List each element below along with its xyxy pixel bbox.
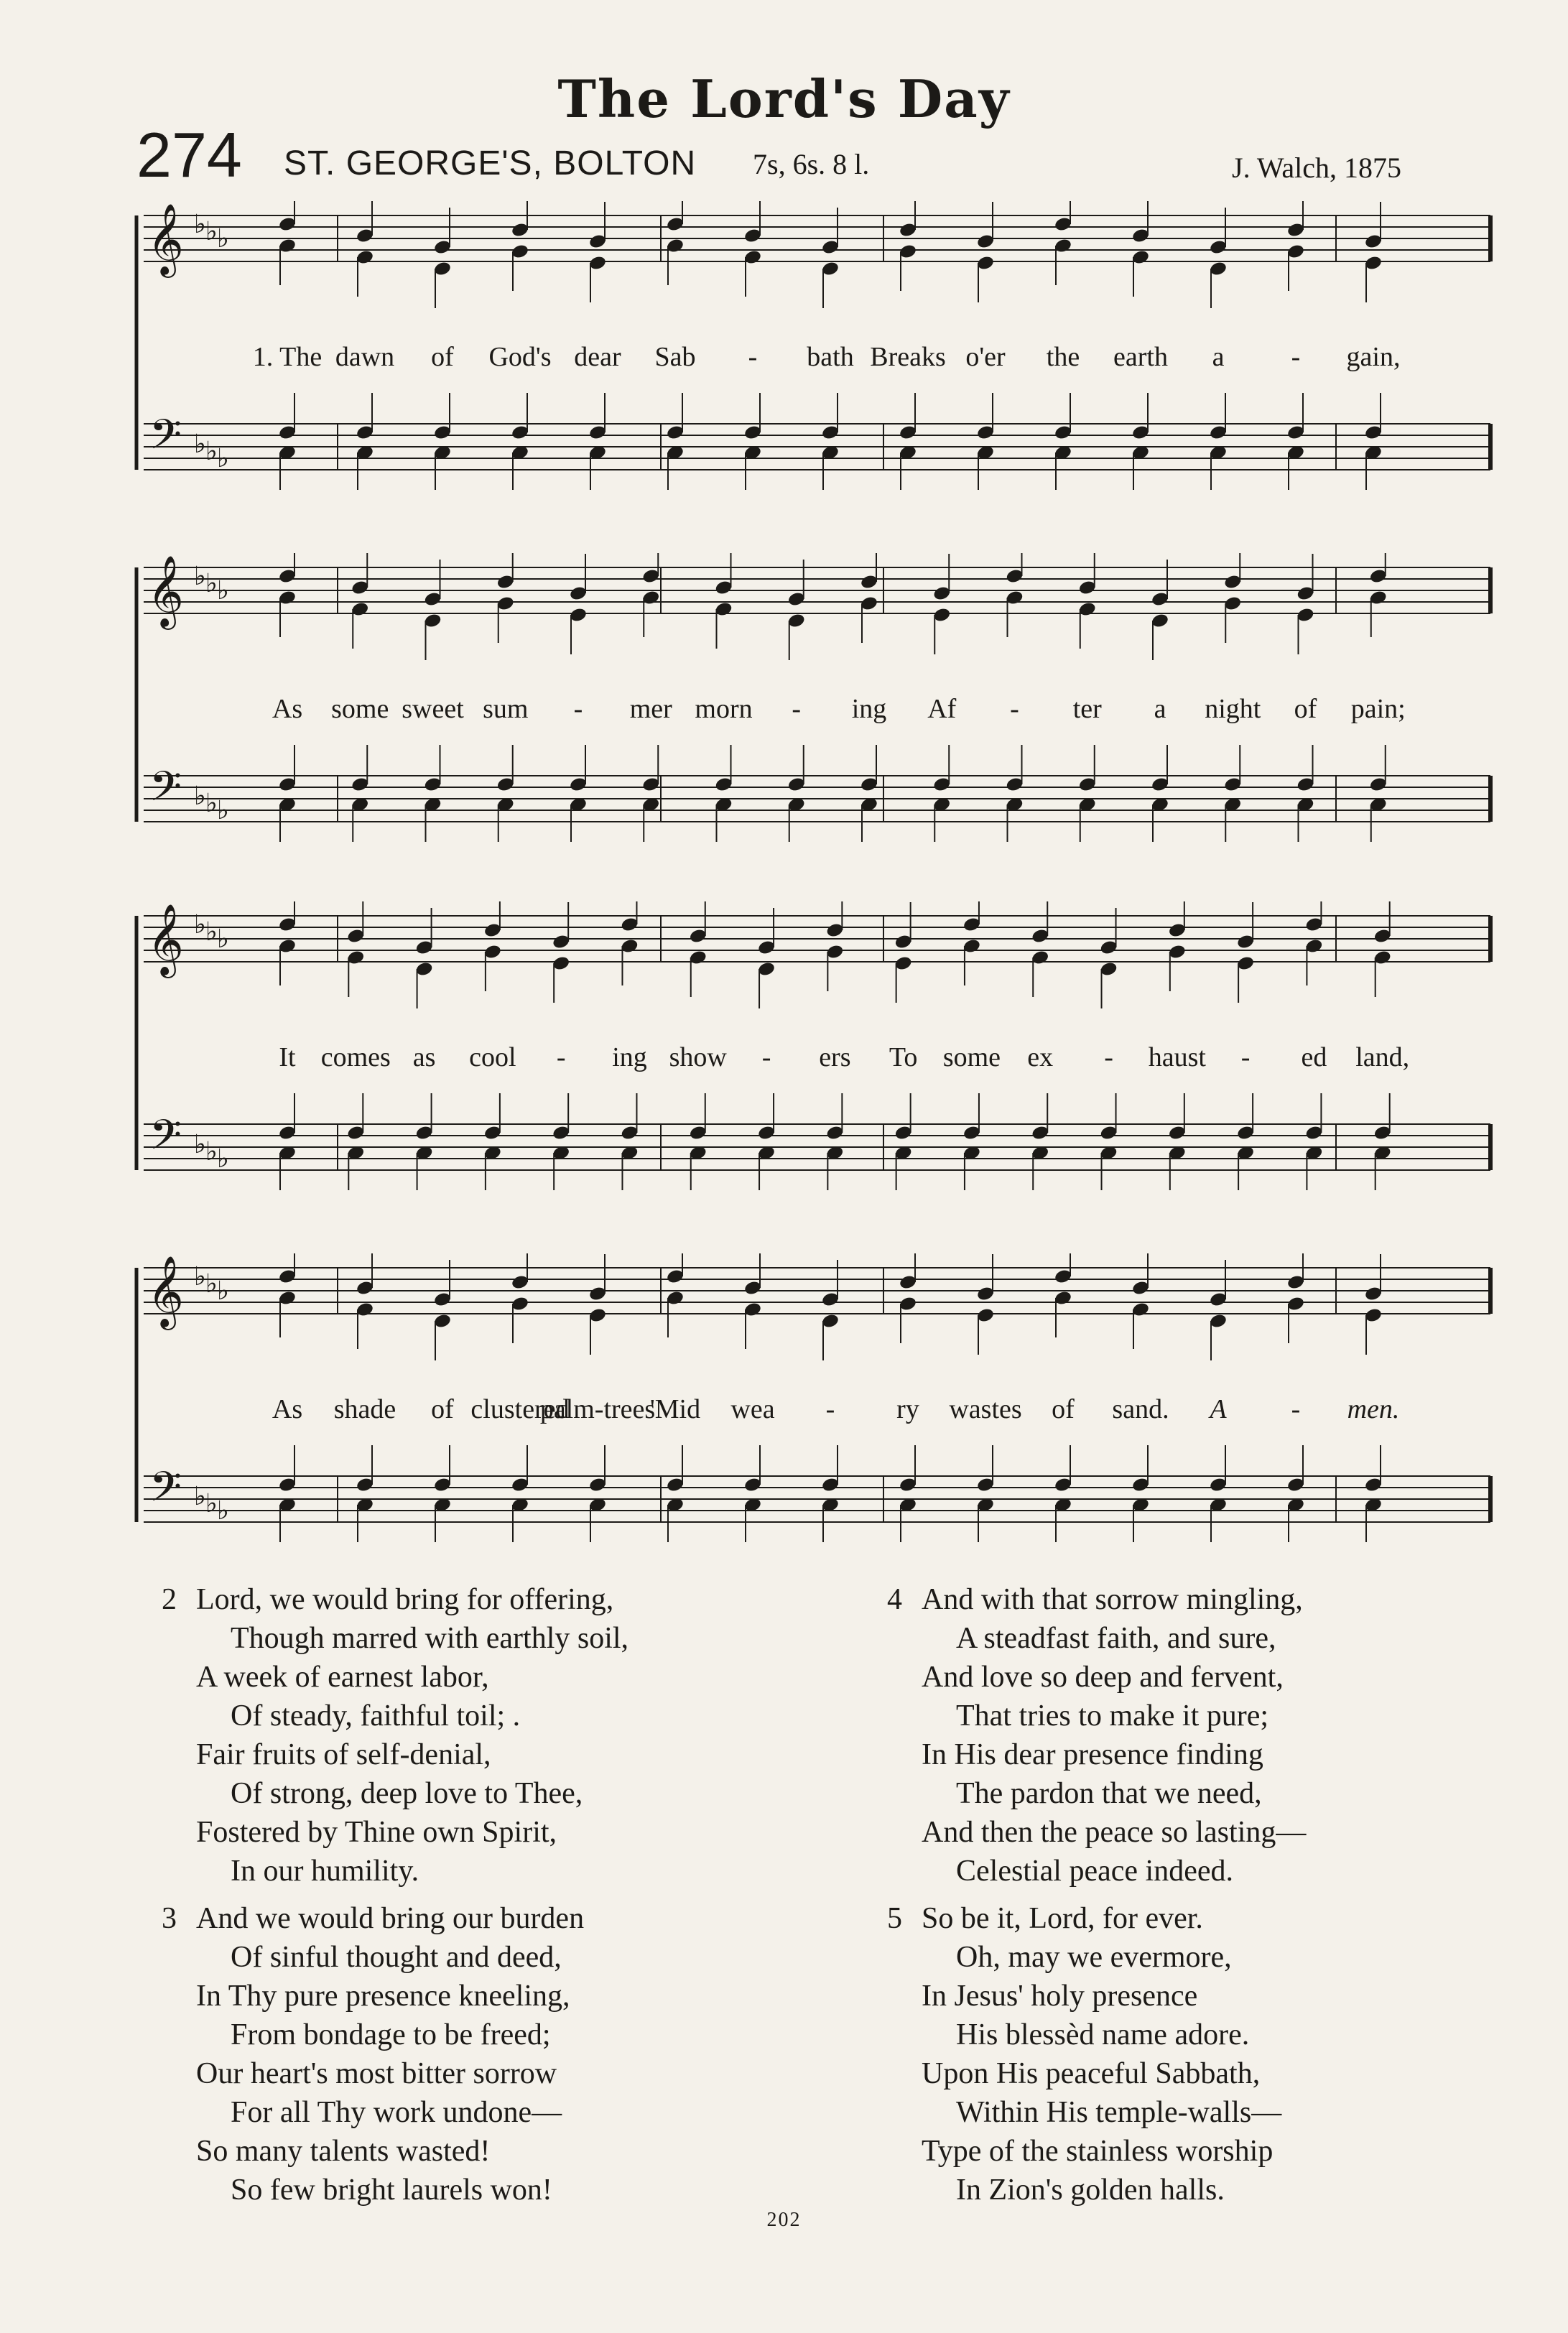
verse-line: [887, 2016, 1534, 2054]
svg-text:𝄢: 𝄢: [149, 762, 182, 821]
verse-line: [162, 2054, 808, 2093]
verse-line: [887, 1697, 1534, 1735]
verse-line: [887, 1852, 1534, 1891]
lyric-syllable: comes: [320, 1042, 391, 1072]
lyric-syllable: To: [889, 1042, 918, 1072]
svg-text:♭: ♭: [217, 444, 229, 473]
svg-text:♭: ♭: [194, 562, 206, 591]
lyric-syllable: ry: [896, 1394, 919, 1424]
lyric-syllable: -: [748, 342, 758, 372]
verse-text: Fostered by Thine own Spirit,: [196, 1816, 557, 1849]
lyric-syllable: of: [1052, 1394, 1075, 1424]
svg-text:♭: ♭: [194, 1482, 206, 1511]
verse-number: 3: [162, 1902, 177, 1935]
verse-line: [162, 1774, 808, 1813]
lyric-syllable: As: [272, 694, 303, 724]
svg-text:♭: ♭: [205, 917, 218, 947]
verse-line: [162, 1899, 808, 1938]
svg-text:♭: ♭: [217, 224, 229, 254]
lyric-syllable: ing: [851, 694, 887, 724]
svg-text:♭: ♭: [205, 1137, 218, 1166]
svg-text:♭: ♭: [205, 789, 218, 818]
verse-line: [887, 1774, 1534, 1813]
lyric-syllable: ed: [1301, 1042, 1327, 1072]
verse-text: Celestial peace indeed.: [956, 1855, 1233, 1888]
svg-text:♭: ♭: [217, 1496, 229, 1526]
lyric-syllable: some: [942, 1042, 1001, 1072]
lyric-syllable: bath: [807, 342, 854, 372]
meter: 7s, 6s. 8 l.: [753, 148, 870, 180]
lyric-syllable: of: [431, 1394, 454, 1424]
lyric-syllable: Sab: [654, 342, 696, 372]
verse-3: [162, 1899, 808, 2209]
verse-text: In Jesus' holy presence: [922, 1980, 1198, 2013]
svg-text:♭: ♭: [217, 1276, 229, 1306]
lyric-syllable: the: [1046, 342, 1080, 372]
lyric-syllable: as: [412, 1042, 436, 1072]
svg-text:♭: ♭: [194, 210, 206, 239]
lyric-syllable: -: [1240, 1042, 1251, 1072]
verse-text: Upon His peaceful Sabbath,: [922, 2057, 1261, 2090]
lyric-syllable: -: [573, 694, 583, 724]
svg-text:𝄞: 𝄞: [147, 904, 184, 975]
verse-text: Fair fruits of self-denial,: [196, 1738, 491, 1771]
lyric-syllable: ing: [612, 1042, 647, 1072]
lyric-line-4: [129, 1393, 1501, 1429]
lyric-syllable: palm-trees: [539, 1394, 656, 1424]
verse-text: Of strong, deep love to Thee,: [231, 1777, 583, 1810]
verse-line: [162, 1852, 808, 1891]
page-number: 202: [766, 2209, 802, 2231]
verse-line: [162, 2093, 808, 2132]
lyric-syllable: God's: [488, 342, 552, 372]
svg-text:♭: ♭: [205, 217, 218, 246]
svg-text:♭: ♭: [194, 910, 206, 940]
section-title: The Lord's Day: [557, 68, 1011, 129]
svg-text:𝄞: 𝄞: [147, 1256, 184, 1327]
svg-text:♭: ♭: [205, 1269, 218, 1299]
hymn-number: 274: [136, 119, 242, 190]
verse-text: So few bright laurels won!: [231, 2174, 552, 2207]
svg-text:♭: ♭: [194, 1130, 206, 1159]
lyric-syllable: gain,: [1346, 342, 1401, 372]
verse-4: [887, 1580, 1534, 1891]
verse-line: [887, 2093, 1534, 2132]
lyric-syllable: ter: [1072, 694, 1102, 724]
verse-text: In Zion's golden halls.: [956, 2174, 1225, 2207]
lyric-syllable: a: [1154, 694, 1166, 724]
lyric-syllable: ers: [819, 1042, 851, 1072]
verse-text: And we would bring our burden: [196, 1902, 585, 1935]
lyric-syllable: pain;: [1350, 694, 1406, 724]
lyric-syllable: of: [431, 342, 454, 372]
svg-text:♭: ♭: [205, 1489, 218, 1518]
verse-line: [162, 1735, 808, 1774]
verse-line: [887, 1813, 1534, 1852]
svg-text:♭: ♭: [217, 924, 229, 954]
lyric-syllable: a: [1212, 342, 1225, 372]
verse-line: [887, 2054, 1534, 2093]
lyric-syllable: dear: [574, 342, 621, 372]
verse-line: [887, 1658, 1534, 1697]
svg-text:♭: ♭: [205, 569, 218, 598]
lyric-syllable: -: [792, 694, 802, 724]
lyric-syllable: cool: [469, 1042, 516, 1072]
lyric-syllable: -: [556, 1042, 566, 1072]
music-system-3: [129, 901, 1501, 1210]
lyric-syllable: 'Mid: [649, 1394, 701, 1424]
verse-line: [887, 1899, 1534, 1938]
verse-line: [887, 1580, 1534, 1619]
lyric-syllable: dawn: [335, 342, 395, 372]
verse-text: Type of the stainless worship: [922, 2135, 1274, 2168]
lyric-syllable: o'er: [965, 342, 1006, 372]
verse-2: [162, 1580, 808, 1891]
lyric-syllable: night: [1205, 694, 1261, 724]
svg-text:♭: ♭: [205, 437, 218, 466]
lyric-syllable: some: [331, 694, 389, 724]
svg-text:𝄢: 𝄢: [149, 410, 182, 469]
music-system-4: [129, 1253, 1501, 1562]
svg-text:𝄞: 𝄞: [147, 555, 184, 627]
verse-line: [887, 1735, 1534, 1774]
lyric-syllable: ex: [1027, 1042, 1054, 1072]
lyric-syllable: sand.: [1112, 1394, 1169, 1424]
verse-text: Of sinful thought and deed,: [231, 1941, 562, 1974]
verse-text: And with that sorrow mingling,: [922, 1583, 1303, 1616]
verse-line: [887, 1938, 1534, 1977]
verse-text: Though marred with earthly soil,: [231, 1622, 629, 1655]
verses-left-column: [162, 1580, 808, 2218]
verse-text: A week of earnest labor,: [196, 1661, 489, 1694]
lyric-syllable: Af: [927, 694, 957, 724]
verse-number: 4: [887, 1583, 902, 1616]
verse-text: And then the peace so lasting—: [922, 1816, 1307, 1849]
lyric-syllable: sum: [483, 694, 529, 724]
lyric-syllable: A: [1210, 1394, 1227, 1424]
lyric-syllable: sweet: [402, 694, 464, 724]
verse-text: So be it, Lord, for ever.: [922, 1902, 1203, 1935]
verse-text: And love so deep and fervent,: [922, 1661, 1284, 1694]
verse-text: The pardon that we need,: [956, 1777, 1262, 1810]
svg-text:𝄢: 𝄢: [149, 1462, 182, 1521]
lyric-line-1: [129, 341, 1501, 377]
verse-text: From bondage to be freed;: [231, 2018, 551, 2051]
verse-text: That tries to make it pure;: [956, 1699, 1269, 1733]
lyric-syllable: -: [1291, 1394, 1301, 1424]
lyric-syllable: -: [1010, 694, 1019, 724]
lyric-syllable: -: [1104, 1042, 1113, 1072]
verse-text: Within His temple-walls—: [956, 2096, 1282, 2129]
lyric-syllable: It: [279, 1042, 296, 1072]
verse-line: [162, 1619, 808, 1658]
svg-text:♭: ♭: [194, 781, 206, 811]
lyric-syllable: mer: [629, 694, 672, 724]
verse-text: In Thy pure presence kneeling,: [196, 1980, 570, 2013]
lyric-syllable: men.: [1347, 1394, 1400, 1424]
lyric-line-3: [129, 1042, 1501, 1077]
verse-text: In our humility.: [231, 1855, 419, 1888]
svg-text:♭: ♭: [217, 796, 229, 825]
tune-name: ST. GEORGE'S, BOLTON: [284, 144, 697, 182]
svg-text:♭: ♭: [194, 1262, 206, 1291]
lyric-line-2: [129, 693, 1501, 729]
svg-text:♭: ♭: [194, 430, 206, 459]
lyric-syllable: show: [669, 1042, 727, 1072]
lyric-syllable: Breaks: [870, 342, 946, 372]
verse-text: Our heart's most bitter sorrow: [196, 2057, 557, 2090]
lyric-syllable: As: [272, 1394, 303, 1424]
verse-text: So many talents wasted!: [196, 2135, 491, 2168]
lyric-syllable: clustered: [470, 1394, 570, 1424]
verse-line: [162, 2171, 808, 2209]
verse-line: [162, 2132, 808, 2171]
verses-right-column: [887, 1580, 1534, 2218]
lyric-syllable: -: [825, 1394, 835, 1424]
svg-text:♭: ♭: [217, 1144, 229, 1174]
verse-text: Lord, we would bring for offering,: [196, 1583, 614, 1616]
verse-text: For all Thy work undone—: [231, 2096, 562, 2129]
verse-line: [162, 2016, 808, 2054]
verse-line: [887, 2132, 1534, 2171]
lyric-syllable: -: [761, 1042, 771, 1072]
verse-line: [887, 1619, 1534, 1658]
verse-text: His blessèd name adore.: [956, 2018, 1250, 2051]
lyric-syllable: earth: [1113, 342, 1168, 372]
music-system-2: [129, 553, 1501, 862]
verse-number: 2: [162, 1583, 177, 1616]
verse-text: A steadfast faith, and sure,: [956, 1622, 1276, 1655]
verse-line: [162, 1580, 808, 1619]
lyric-syllable: of: [1294, 694, 1317, 724]
lyric-syllable: wastes: [949, 1394, 1022, 1424]
lyric-syllable: land,: [1355, 1042, 1410, 1072]
verse-line: [887, 1977, 1534, 2016]
verse-5: [887, 1899, 1534, 2209]
svg-text:𝄞: 𝄞: [147, 203, 184, 275]
verse-line: [162, 1813, 808, 1852]
verse-line: [162, 1977, 808, 2016]
music-system-1: [129, 201, 1501, 510]
verse-text: In His dear presence finding: [922, 1738, 1263, 1771]
verse-line: [162, 1697, 808, 1735]
verse-text: Oh, may we evermore,: [956, 1941, 1232, 1974]
lyric-syllable: -: [1291, 342, 1301, 372]
verse-line: [887, 2171, 1534, 2209]
svg-text:𝄢: 𝄢: [149, 1110, 182, 1169]
verse-number: 5: [887, 1902, 902, 1935]
lyric-syllable: 1. The: [252, 342, 323, 372]
lyric-syllable: shade: [333, 1394, 396, 1424]
verse-line: [162, 1938, 808, 1977]
verse-line: [162, 1658, 808, 1697]
lyric-syllable: morn: [695, 694, 753, 724]
verse-text: Of steady, faithful toil; .: [231, 1699, 521, 1733]
lyric-syllable: wea: [730, 1394, 775, 1424]
composer: J. Walch, 1875: [1232, 152, 1402, 184]
svg-text:♭: ♭: [217, 576, 229, 606]
lyric-syllable: haust: [1148, 1042, 1206, 1072]
